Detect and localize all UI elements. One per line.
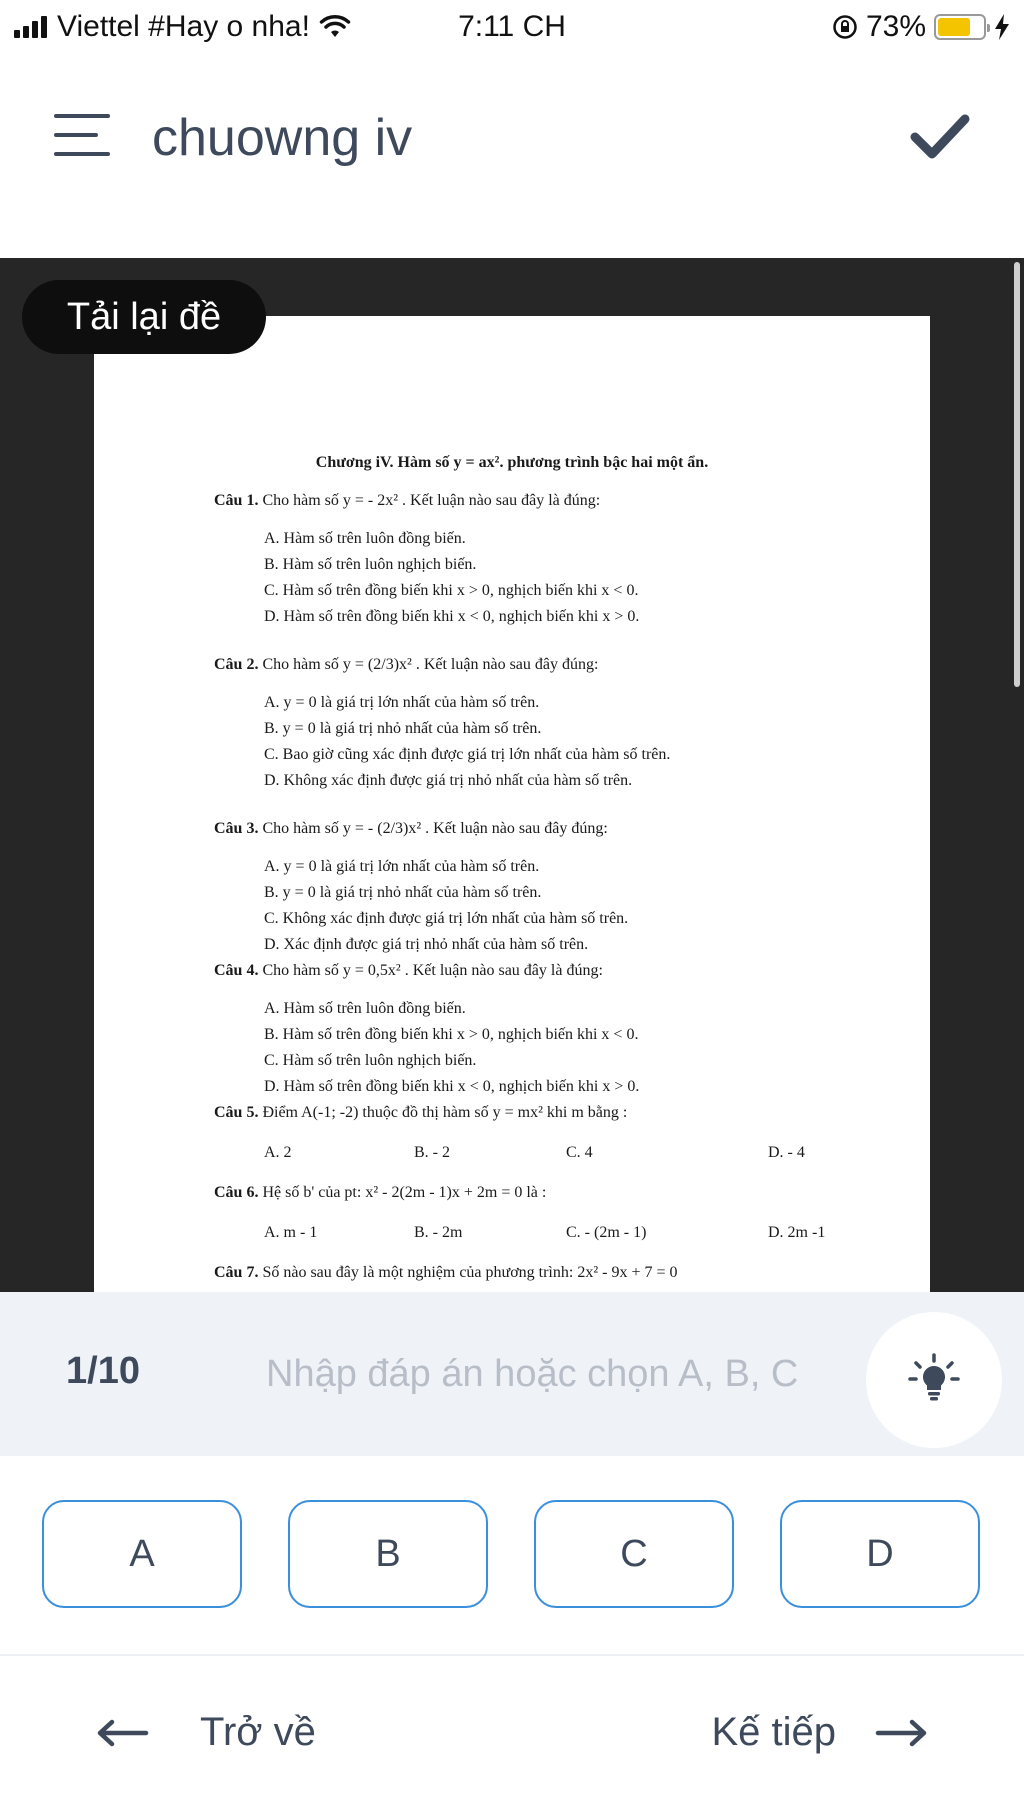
question-6: Câu 6. Hệ số b' của pt: x² - 2(2m - 1)x + 2m = 0 là : bbox=[214, 1184, 547, 1201]
battery-fill bbox=[938, 18, 970, 36]
bottom-nav bbox=[0, 1680, 1024, 1800]
question-5: Câu 5. Điểm A(-1; -2) thuộc đồ thị hàm số y = mx² khi m bằng : bbox=[214, 1104, 628, 1121]
arrow-right-icon bbox=[876, 1719, 928, 1747]
question-5-option-d: D. - 4 bbox=[768, 1144, 805, 1161]
question-5-option-b: B. - 2 bbox=[414, 1144, 450, 1161]
question-3-option-d: D. Xác định được giá trị nhỏ nhất của hàm số trên. bbox=[264, 936, 589, 953]
answer-input[interactable] bbox=[266, 1344, 826, 1404]
question-5-option-a: A. 2 bbox=[264, 1144, 292, 1161]
question-7: Câu 7. Số nào sau đây là một nghiệm của phương trình: 2x² - 9x + 7 = 0 bbox=[214, 1264, 678, 1281]
question-4: Câu 4. Cho hàm số y = 0,5x² . Kết luận nào sau đây là đúng: bbox=[214, 962, 603, 979]
back-button[interactable] bbox=[96, 1710, 316, 1755]
battery-icon bbox=[934, 14, 986, 40]
question-4-option-c: C. Hàm số trên luôn nghịch biến. bbox=[264, 1052, 477, 1069]
question-2-option-a: A. y = 0 là giá trị lớn nhất của hàm số trên. bbox=[264, 694, 540, 711]
next-label: Kế tiếp bbox=[711, 1710, 836, 1754]
question-4-option-a: A. Hàm số trên luôn đồng biến. bbox=[264, 1000, 466, 1017]
charging-bolt-icon bbox=[994, 14, 1010, 40]
reload-quiz-button[interactable]: Tải lại đề bbox=[22, 280, 266, 354]
viewer-scrollbar[interactable] bbox=[1014, 262, 1020, 687]
choice-b-button[interactable]: B bbox=[288, 1500, 488, 1608]
document-title: Chương iV. Hàm số y = ax². phương trình bậc hai một ẩn. bbox=[315, 454, 709, 471]
choice-a-button[interactable]: A bbox=[42, 1500, 242, 1608]
app-header bbox=[0, 90, 1024, 190]
divider bbox=[0, 1654, 1024, 1656]
question-4-option-b: B. Hàm số trên đồng biến khi x > 0, nghịch biến khi x < 0. bbox=[264, 1026, 639, 1043]
question-2: Câu 2. Cho hàm số y = (2/3)x² . Kết luận nào sau đây đúng: bbox=[214, 656, 599, 673]
question-6-option-a: A. m - 1 bbox=[264, 1224, 318, 1241]
question-2-option-d: D. Không xác định được giá trị nhỏ nhất của hàm số trên. bbox=[264, 772, 633, 789]
question-3: Câu 3. Cho hàm số y = - (2/3)x² . Kết luận nào sau đây đúng: bbox=[214, 820, 608, 837]
menu-icon[interactable] bbox=[54, 114, 110, 160]
check-icon[interactable] bbox=[910, 112, 970, 160]
document-viewer[interactable] bbox=[0, 258, 1024, 1292]
answer-panel bbox=[0, 1292, 1024, 1456]
question-2-option-c: C. Bao giờ cũng xác định được giá trị lớn nhất của hàm số trên. bbox=[264, 746, 671, 763]
next-button[interactable] bbox=[711, 1710, 928, 1755]
question-progress: 1/10 bbox=[66, 1350, 140, 1392]
question-1-option-a: A. Hàm số trên luôn đồng biến. bbox=[264, 530, 466, 547]
question-1-option-d: D. Hàm số trên đồng biến khi x < 0, nghịch biến khi x > 0. bbox=[264, 608, 640, 625]
choice-buttons bbox=[0, 1500, 1024, 1610]
arrow-left-icon bbox=[96, 1719, 148, 1747]
status-right bbox=[832, 10, 1010, 44]
question-5-option-c: C. 4 bbox=[566, 1144, 593, 1161]
question-6-option-b: B. - 2m bbox=[414, 1224, 463, 1241]
question-1-option-c: C. Hàm số trên đồng biến khi x > 0, nghịch biến khi x < 0. bbox=[264, 582, 639, 599]
question-1: Câu 1. Cho hàm số y = - 2x² . Kết luận nào sau đây là đúng: bbox=[214, 492, 601, 509]
question-4-option-d: D. Hàm số trên đồng biến khi x < 0, nghịch biến khi x > 0. bbox=[264, 1078, 640, 1095]
question-6-option-d: D. 2m -1 bbox=[768, 1224, 826, 1241]
question-3-option-b: B. y = 0 là giá trị nhỏ nhất của hàm số trên. bbox=[264, 884, 542, 901]
question-1-option-b: B. Hàm số trên luôn nghịch biến. bbox=[264, 556, 477, 573]
hint-button[interactable] bbox=[866, 1312, 1002, 1448]
orientation-lock-icon bbox=[832, 14, 858, 40]
status-time: 7:11 CH bbox=[458, 10, 566, 43]
question-3-option-c: C. Không xác định được giá trị lớn nhất của hàm số trên. bbox=[264, 910, 629, 927]
status-bar bbox=[0, 0, 1024, 52]
carrier-name: Viettel #Hay o nha! bbox=[57, 10, 310, 43]
question-2-option-b: B. y = 0 là giá trị nhỏ nhất của hàm số trên. bbox=[264, 720, 542, 737]
lightbulb-icon bbox=[906, 1352, 962, 1408]
question-3-option-a: A. y = 0 là giá trị lớn nhất của hàm số trên. bbox=[264, 858, 540, 875]
back-label: Trở về bbox=[200, 1710, 316, 1754]
battery-percent: 73% bbox=[865, 10, 926, 43]
document-page bbox=[94, 316, 930, 1316]
choice-c-button[interactable]: C bbox=[534, 1500, 734, 1608]
question-6-option-c: C. - (2m - 1) bbox=[566, 1224, 647, 1241]
page-title: chuowng iv bbox=[152, 109, 413, 167]
choice-d-button[interactable]: D bbox=[780, 1500, 980, 1608]
